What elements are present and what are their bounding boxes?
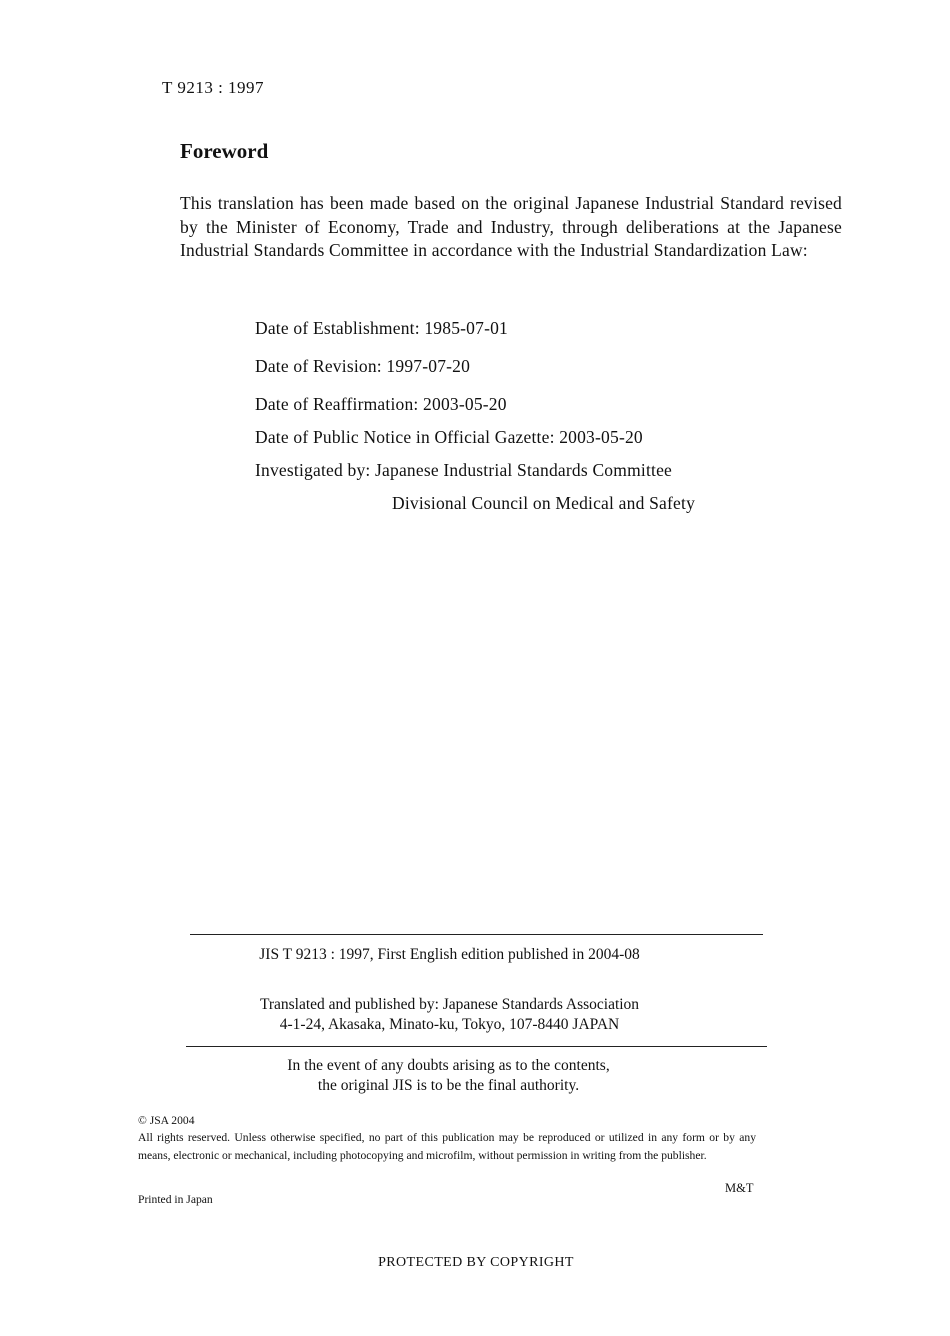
copyright-notice: © JSA 2004 xyxy=(138,1114,195,1127)
protected-notice: PROTECTED BY COPYRIGHT xyxy=(378,1255,574,1270)
publisher-line: Translated and published by: Japanese Standards Association xyxy=(259,996,640,1013)
document-code: T 9213 : 1997 xyxy=(162,78,265,97)
rights-statement: All rights reserved. Unless otherwise specified, no part of this publication may be reproduced or utilized in any form or by any means, electronic or mechanical, including photocopying and microfilm, without permission in writing from the publisher. xyxy=(138,1131,756,1162)
date-of-reaffirmation: Date of Reaffirmation: 2003-05-20 xyxy=(255,394,507,414)
authority-line-2: the original JIS is to be the final authority. xyxy=(317,1077,580,1094)
date-of-public-notice: Date of Public Notice in Official Gazette: 2003-05-20 xyxy=(255,427,643,447)
page-title: Foreword xyxy=(180,139,269,163)
printed-in: Printed in Japan xyxy=(138,1193,213,1206)
publisher-address: 4-1-24, Akasaka, Minato-ku, Tokyo, 107-8440 JAPAN xyxy=(279,1016,620,1033)
edition-line: JIS T 9213 : 1997, First English edition published in 2004-08 xyxy=(259,946,640,963)
authority-line-1: In the event of any doubts arising as to the contents, xyxy=(287,1057,610,1074)
divisional-council: Divisional Council on Medical and Safety xyxy=(392,493,696,513)
publisher-code: M&T xyxy=(725,1181,754,1195)
date-of-establishment: Date of Establishment: 1985-07-01 xyxy=(255,318,509,338)
date-of-revision: Date of Revision: 1997-07-20 xyxy=(255,356,471,376)
divider-bottom xyxy=(186,1046,767,1047)
foreword-paragraph: This translation has been made based on the original Japanese Industrial Standard revised by the Minister of Economy, Trade and Industry, through deliberations at the Japanese Industrial Standards Committee in accordance with the Industrial Standardization Law: xyxy=(180,193,842,260)
investigated-by: Investigated by: Japanese Industrial Standards Committee xyxy=(255,460,673,480)
divider-top xyxy=(190,934,763,935)
